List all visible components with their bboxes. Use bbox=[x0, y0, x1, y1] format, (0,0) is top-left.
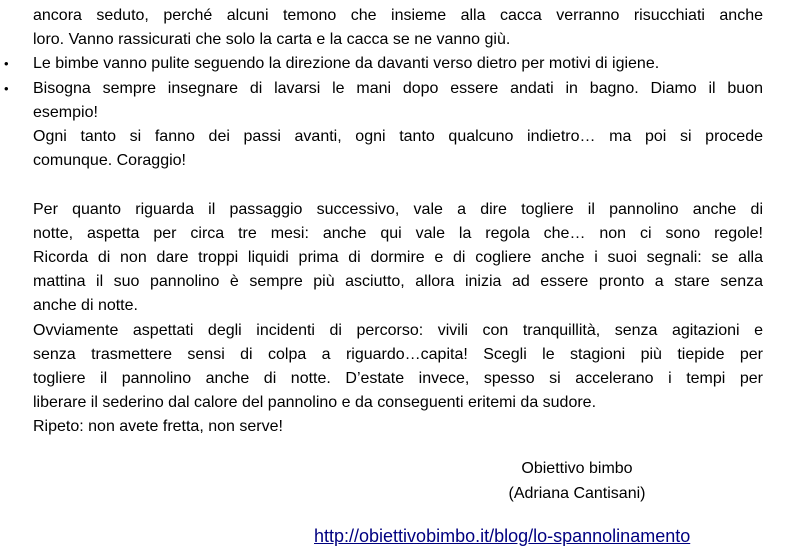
text-line: Ovviamente aspettati degli incidenti di percorso: vivili con tranquillità, senza agitazioni e bbox=[33, 321, 763, 339]
text-line: Le bimbe vanno pulite seguendo la direzione da davanti verso dietro per motivi di igiene. bbox=[33, 55, 660, 73]
signature-block bbox=[497, 456, 657, 506]
text-line: liberare il sederino dal calore del pannolino e da conseguenti eritemi da sudore. bbox=[33, 394, 597, 412]
signature-author: (Adriana Cantisani) bbox=[508, 485, 646, 502]
text-line: Per quanto riguarda il passaggio successivo, vale a dire togliere il pannolino anche di bbox=[33, 200, 763, 218]
text-line: senza trasmettere sensi di colpa a riguardo…capita! Scegli le stagioni più tiepide per bbox=[33, 345, 763, 363]
text-line: Bisogna sempre insegnare di lavarsi le mani dopo essere andati in bagno. Diamo il buon bbox=[33, 79, 763, 97]
bullet-icon: • bbox=[4, 80, 9, 96]
text-line: mattina il suo pannolino è sempre più asciutto, allora inizia ad essere pronto a stare senza bbox=[33, 273, 763, 291]
paragraph-gap bbox=[33, 173, 763, 197]
source-link[interactable]: http://obiettivobimbo.it/blog/lo-spannolinamento bbox=[314, 526, 691, 546]
text-line: togliere il pannolino anche di notte. D’estate invece, spesso si accelerano i tempi per bbox=[33, 370, 763, 388]
text-line: loro. Vanno rassicurati che solo la carta e la cacca se ne vanno giù. bbox=[33, 31, 511, 49]
text-line: esempio! bbox=[33, 103, 98, 121]
text-line: Ogni tanto si fanno dei passi avanti, ogni tanto qualcuno indietro… ma poi si procede bbox=[33, 128, 763, 146]
body-text bbox=[4, 4, 763, 440]
text-line: anche di notte. bbox=[33, 297, 138, 315]
text-line: comunque. Coraggio! bbox=[33, 152, 186, 170]
bullet-icon: • bbox=[4, 56, 9, 72]
text-line: Ripeto: non avete fretta, non serve! bbox=[33, 418, 283, 436]
text-line: Ricorda di non dare troppi liquidi prima di dormire e di cogliere anche i suoi segnali: se alla bbox=[33, 249, 763, 267]
list-item bbox=[4, 77, 763, 101]
signature-name: Obiettivo bimbo bbox=[521, 460, 633, 477]
list-item bbox=[4, 52, 763, 76]
text-line: ancora seduto, perché alcuni temono che insieme alla cacca verranno risucchiati anche bbox=[33, 7, 763, 24]
text-line: notte, aspetta per circa tre mesi: anche qui vale la regola che… non ci sono regole! bbox=[33, 224, 763, 242]
